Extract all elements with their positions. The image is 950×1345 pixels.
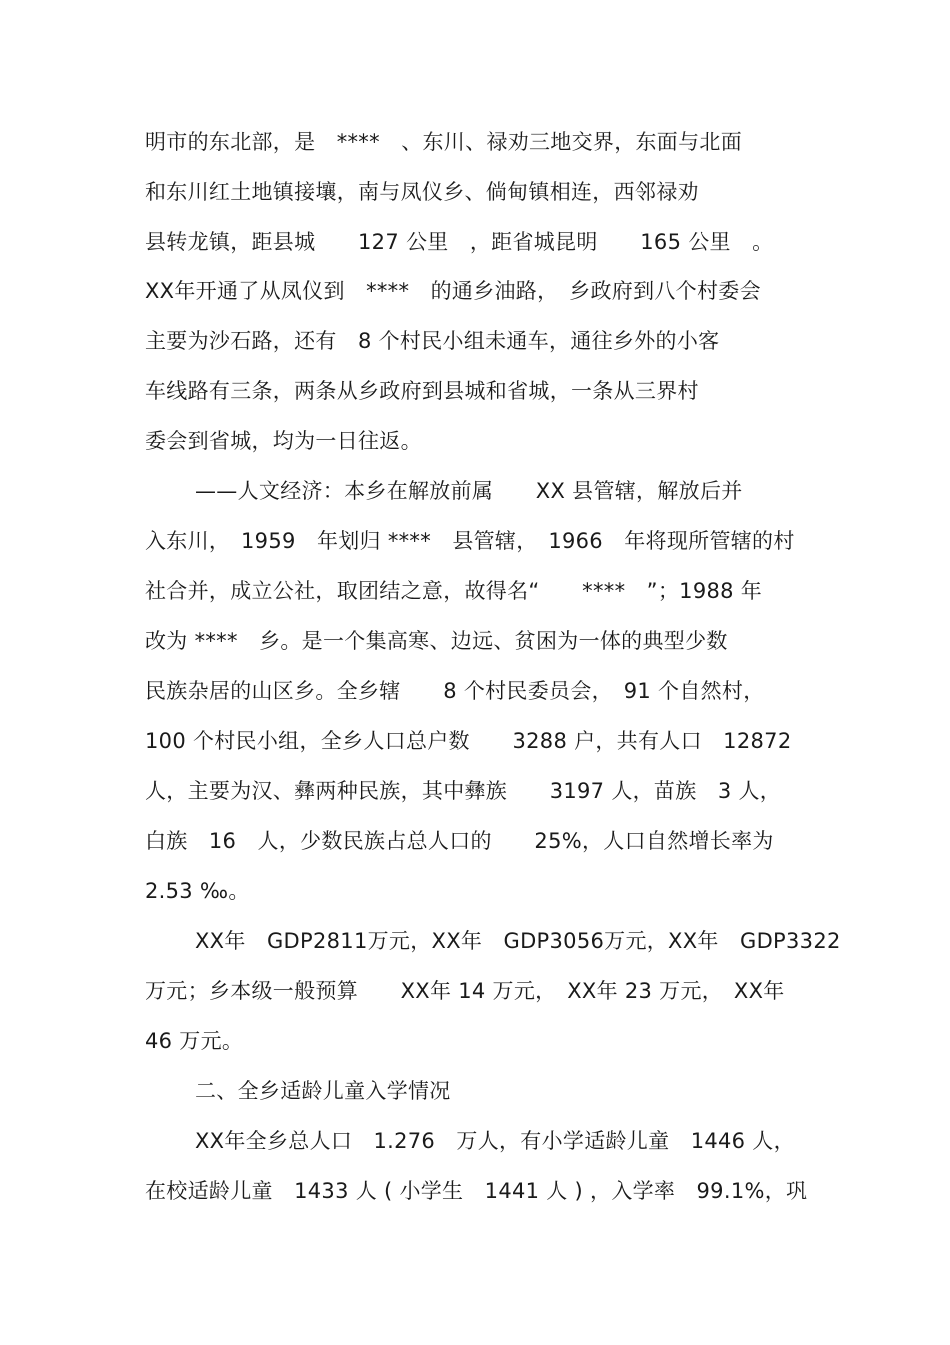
text-line: 车线路有三条，两条从乡政府到县城和省城，一条从三界村 <box>145 379 699 403</box>
text-line: 在校适龄儿童 1433 人 ( 小学生 1441 人 ) ，入学率 99.1%，巩 <box>145 1179 808 1203</box>
text-line: 万元；乡本级一般预算 XX年 14 万元， XX年 23 万元， XX年 <box>145 979 785 1003</box>
text-line: 100 个村民小组，全乡人口总户数 3288 户，共有人口 12872 <box>145 729 792 753</box>
section-heading: 二、全乡适龄儿童入学情况 <box>195 1079 451 1103</box>
text-line: 改为 **** 乡。是一个集高寒、边远、贫困为一体的典型少数 <box>145 629 728 653</box>
paragraph-start-line: XX年全乡总人口 1.276 万人，有小学适龄儿童 1446 人， <box>195 1129 795 1153</box>
text-line: 白族 16 人，少数民族占总人口的 25%，人口自然增长率为 <box>145 829 774 853</box>
paragraph-start-line: XX年 GDP2811万元，XX年 GDP3056万元，XX年 GDP3322 <box>195 929 841 953</box>
text-line: XX年开通了从凤仪到 **** 的通乡油路， 乡政府到八个村委会 <box>145 279 761 303</box>
paragraph-start-line: ——人文经济：本乡在解放前属 XX 县管辖，解放后并 <box>195 479 743 503</box>
text-line: 入东川， 1959 年划归 **** 县管辖， 1966 年将现所管辖的村 <box>145 529 795 553</box>
text-line: 明市的东北部，是 **** 、东川、禄劝三地交界，东面与北面 <box>145 130 742 154</box>
text-line: 民族杂居的山区乡。全乡辖 8 个村民委员会， 91 个自然村， <box>145 679 765 703</box>
text-line: 社合并，成立公社，取团结之意，故得名“ **** ”；1988 年 <box>145 579 763 603</box>
text-line: 和东川红土地镇接壤，南与凤仪乡、倘甸镇相连，西邻禄劝 <box>145 180 699 204</box>
text-line: 2.53 ‰。 <box>145 879 250 903</box>
text-line: 县转龙镇，距县城 127 公里 ，距省城昆明 165 公里 。 <box>145 230 774 254</box>
text-line: 主要为沙石路，还有 8 个村民小组未通车，通往乡外的小客 <box>145 329 720 353</box>
text-line: 人，主要为汉、彝两种民族，其中彝族 3197 人，苗族 3 人， <box>145 779 782 803</box>
text-line: 委会到省城，均为一日往返。 <box>145 429 422 453</box>
text-line: 46 万元。 <box>145 1029 244 1053</box>
